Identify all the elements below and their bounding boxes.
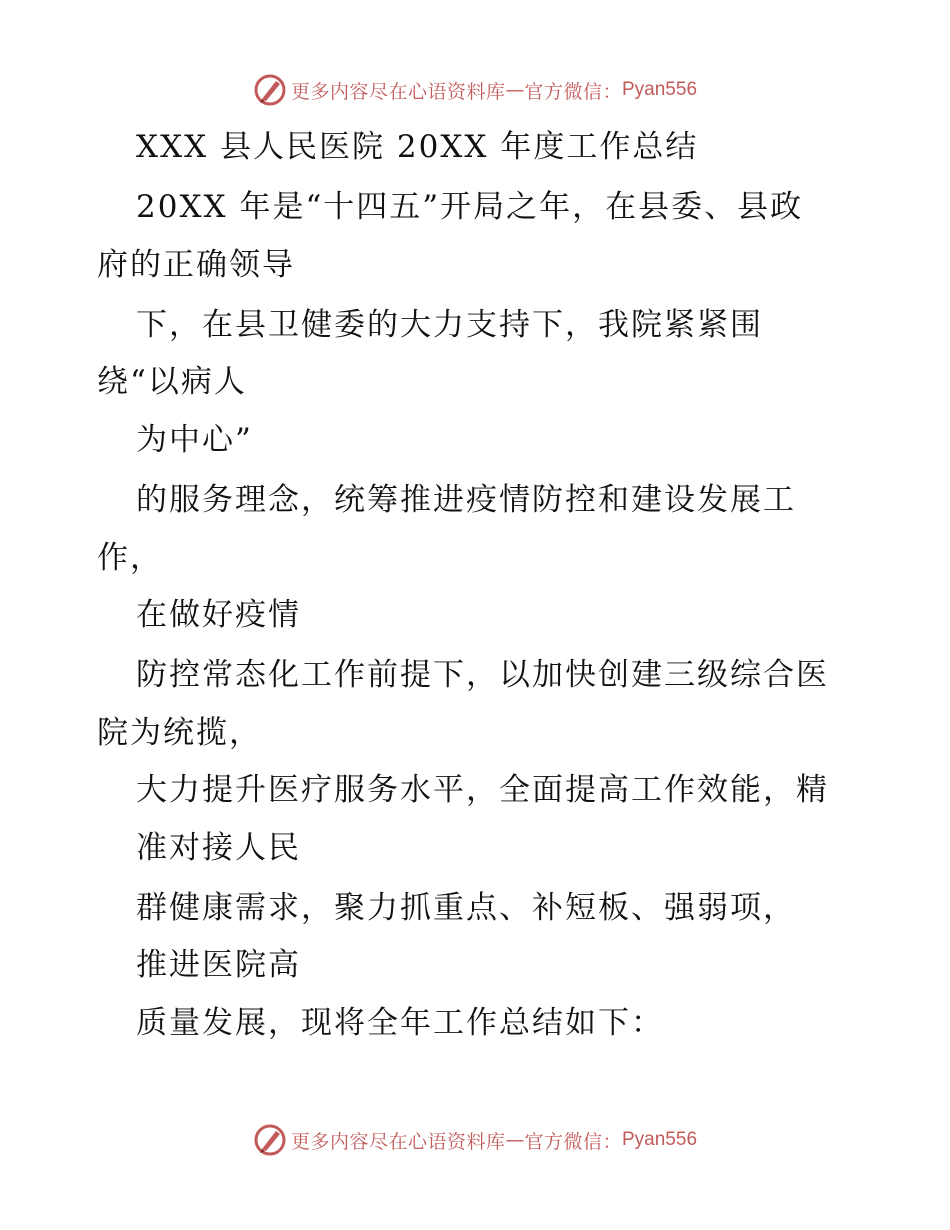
paragraph-line: 作，: [97, 540, 163, 576]
paragraph-line: 院为统揽，: [97, 715, 262, 751]
paragraph-line: 推进医院高: [136, 947, 301, 983]
paragraph-line: 为中心”: [136, 422, 253, 458]
paragraph-line: 质量发展，现将全年工作总结如下：: [136, 1005, 664, 1041]
paragraph-line: 在做好疫情: [136, 597, 301, 633]
paragraph-line: 的服务理念，统筹推进疫情防控和建设发展工: [136, 482, 796, 518]
watermark-banner-bottom: [0, 1120, 950, 1160]
pen-logo-icon: [253, 1123, 287, 1157]
watermark-label: 官方微信：: [524, 80, 622, 103]
paragraph-line: 防控常态化工作前提下，以加快创建三级综合医: [136, 657, 829, 693]
paragraph-line: 下，在县卫健委的大力支持下，我院紧紧围: [136, 307, 763, 343]
watermark-separator: —: [505, 1129, 525, 1151]
watermark-text: 更多内容尽在心语资料库: [290, 80, 506, 103]
watermark-text: 更多内容尽在心语资料库: [290, 1130, 506, 1153]
paragraph-line: 群健康需求，聚力抓重点、补短板、强弱项，: [136, 890, 796, 926]
paragraph-line: 府的正确领导: [97, 247, 295, 283]
watermark-banner-top: [0, 70, 950, 110]
watermark-separator: —: [505, 79, 525, 101]
watermark-id: Pyan556: [622, 1129, 698, 1150]
pen-logo-icon: [253, 73, 287, 107]
paragraph-line: 20XX 年是“十四五”开局之年，在县委、县政: [136, 189, 804, 225]
paragraph-line: 大力提升医疗服务水平，全面提高工作效能，精: [136, 772, 829, 808]
paragraph-line: 绕“以病人: [97, 364, 247, 400]
watermark-label: 官方微信：: [524, 1130, 622, 1153]
paragraph-line: 准对接人民: [136, 830, 301, 866]
document-title: XXX 县人民医院 20XX 年度工作总结: [136, 129, 699, 165]
watermark-id: Pyan556: [622, 79, 698, 100]
